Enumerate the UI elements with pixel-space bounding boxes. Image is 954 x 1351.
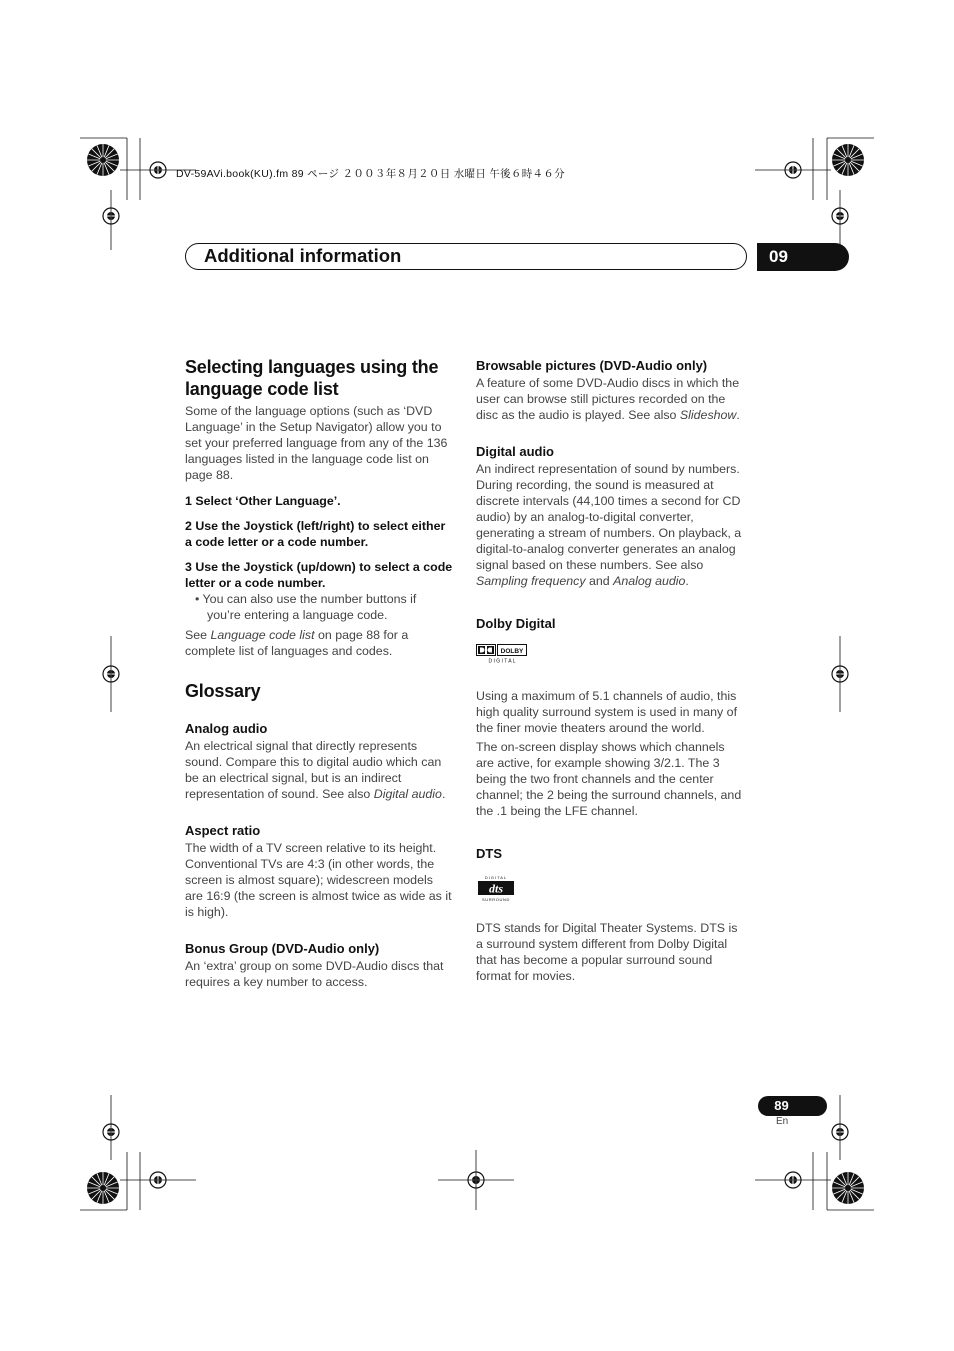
dolby-digital-logo <box>476 642 528 664</box>
definition-browsable-pictures: A feature of some DVD-Audio discs in which the user can browse still pictures recorded on the disc as the audio is played. See also Slideshow. <box>476 376 740 422</box>
dolby-logo-word: DOLBY <box>500 648 524 655</box>
dts-logo-word: dts <box>488 881 504 896</box>
step-3: 3 Use the Joystick (up/down) to select a code letter or a code number. <box>185 560 453 590</box>
dts-logo-top: DIGITAL <box>484 875 508 880</box>
term-digital-audio: Digital audio <box>476 444 554 459</box>
language-intro: Some of the language options (such as ‘DVD Language’ in the Setup Navigator) allow you to set your preferred language from any of the 136 languages listed in the language code list on page 88. <box>185 404 448 482</box>
term-bonus-group: Bonus Group (DVD-Audio only) <box>185 941 380 956</box>
glossary-heading: Glossary <box>185 681 261 701</box>
definition-digital-audio: An indirect representation of sound by numbers. During recording, the sound is measured at discrete intervals (44,100 times a second for CD audio) by an analog-to-digital converter, generating a stream of numbers. On playback, a digital-to-analog converter generates an analog signal based on these numbers. See also Sampling frequency and Analog audio. <box>476 462 742 588</box>
link-language-code-list: Language code list <box>210 628 315 642</box>
page-number: 89 <box>758 1096 827 1116</box>
term-browsable-pictures: Browsable pictures (DVD-Audio only) <box>476 358 708 373</box>
step-1: 1 Select ‘Other Language’. <box>185 494 341 508</box>
term-aspect-ratio: Aspect ratio <box>185 823 261 838</box>
definition-bonus-group: An ‘extra’ group on some DVD-Audio discs that requires a key number to access. <box>185 959 444 989</box>
dts-logo <box>476 874 516 904</box>
language-section-heading: Selecting languages using the language code list <box>185 357 439 399</box>
definition-analog-audio: An electrical signal that directly represents sound. Compare this to digital audio which can be an electrical signal, but is an indirect representation of sound. See also Digital audio. <box>185 739 446 801</box>
dts-logo-bottom: SURROUND <box>482 897 510 902</box>
dolby-logo-sub: D I G I T A L <box>488 658 516 664</box>
right-column <box>476 357 744 984</box>
definition-dts: DTS stands for Digital Theater Systems. DTS is a surround system different from Dolby Digital that has become a popular surround sound format for movies. <box>476 921 738 983</box>
definition-dolby-digital-1: Using a maximum of 5.1 channels of audio, this high quality surround system is used in many of the finer movie theaters around the world. <box>476 689 738 735</box>
see-also-language-list: See Language code list on page 88 for a complete list of languages and codes. <box>185 628 409 658</box>
chapter-tab: 09 <box>757 243 849 271</box>
term-analog-audio: Analog audio <box>185 721 268 736</box>
page-language: En <box>776 1116 789 1127</box>
step-3-bullet: • You can also use the number buttons if you’re entering a language code. <box>195 592 417 622</box>
section-title: Additional information <box>204 245 402 266</box>
definition-aspect-ratio: The width of a TV screen relative to its height. Conventional TVs are 4:3 (in other words, the screen is almost square); widescreen models are 16:9 (the screen is almost twice as wide as it is high). <box>185 841 452 919</box>
left-column <box>185 356 453 990</box>
step-2: 2 Use the Joystick (left/right) to select either a code letter or a code number. <box>185 519 446 549</box>
term-dts: DTS <box>476 846 502 861</box>
file-header: DV-59AVi.book(KU).fm 89 ページ ２００３年８月２０日 水曜日 午後６時４６分 <box>176 168 565 180</box>
definition-dolby-digital-2: The on-screen display shows which channels are active, for example showing 3/2.1. The 3 being the two front channels and the center channel; the 2 being the surround channels, and the .1 being the LFE channel. <box>476 740 742 818</box>
term-dolby-digital: Dolby Digital <box>476 616 556 631</box>
